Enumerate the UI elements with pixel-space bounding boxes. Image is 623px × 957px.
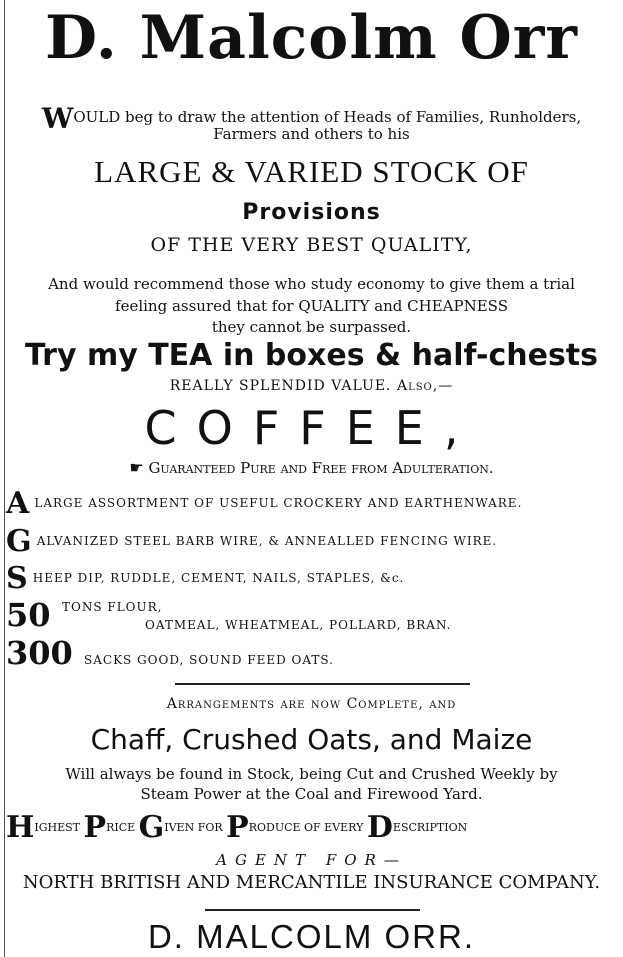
divider (175, 683, 470, 685)
price-initial-h: H (6, 810, 35, 845)
price-initial-p2: P (226, 810, 249, 845)
flour-line-1: TONS FLOUR, (62, 600, 163, 614)
list-item (6, 486, 523, 521)
tea-headline: Try my TEA in boxes & half-chests (24, 338, 599, 373)
coffee-headline: COFFEE, (144, 401, 479, 455)
economy-line-1: And would recommend those who study economy to give them a trial (48, 275, 575, 293)
arrangements-detail-2: Steam Power at the Coal and Firewood Yard. (140, 785, 483, 803)
list-item-initial: G (6, 524, 32, 559)
price-initial-g: G (138, 810, 165, 845)
chaff-headline: Chaff, Crushed Oats, and Maize (90, 723, 533, 756)
coffee-guarantee-text: Guaranteed Pure and Free from Adulteration. (148, 459, 494, 477)
signature: D. MALCOLM ORR. (147, 918, 476, 955)
list-item-text: HEEP DIP, RUDDLE, CEMENT, NAILS, STAPLES, &c. (32, 571, 405, 585)
price-word: RODUCE OF EVERY (248, 821, 364, 834)
economy-line-2: feeling assured that for QUALITY and CHEAPNESS (115, 297, 508, 315)
intro-line-2: Farmers and others to his (213, 125, 410, 143)
pointing-hand-icon: ☛ (129, 458, 144, 477)
price-word: ESCRIPTION (392, 821, 468, 834)
price-word: IVEN FOR (164, 821, 223, 834)
list-item (6, 524, 498, 559)
flour-line-2: OATMEAL, WHEATMEAL, POLLARD, BRAN. (145, 618, 452, 632)
list-item-text: ALVANIZED STEEL BARB WIRE, & ANNEALLED FENCING WIRE. (36, 534, 498, 548)
agent-label: AGENT FOR— (216, 851, 407, 869)
insurance-company: NORTH BRITISH AND MERCANTILE INSURANCE COMPANY. (22, 872, 601, 893)
list-item (6, 561, 405, 596)
price-word: IGHEST (34, 821, 80, 834)
price-initial-d: D (366, 810, 393, 845)
coffee-guarantee (0, 458, 623, 477)
oats-number: 300 (6, 634, 73, 672)
oats-text: SACKS GOOD, SOUND FEED OATS. (84, 653, 334, 667)
arrangements-detail-1: Will always be found in Stock, being Cut and Crushed Weekly by (65, 765, 558, 783)
divider (205, 909, 420, 911)
list-item-text: LARGE ASSORTMENT OF USEFUL CROCKERY AND EARTHENWARE. (34, 496, 523, 510)
price-word: RICE (106, 821, 136, 834)
economy-line-3: they cannot be surpassed. (211, 318, 412, 336)
arrangements-line: Arrangements are now Complete, and (166, 696, 457, 712)
highest-price-line (6, 810, 468, 845)
list-item-initial: S (6, 561, 28, 596)
list-item-initial: A (6, 486, 30, 521)
page-title: D. Malcolm Orr (45, 3, 578, 73)
flour-number: 50 (6, 596, 51, 634)
intro-line-1-text: OULD beg to draw the attention of Heads of Families, Runholders, (73, 108, 582, 126)
provisions-heading: Provisions (242, 200, 381, 225)
stock-headline: LARGE & VARIED STOCK OF (94, 154, 529, 189)
quality-line: OF THE VERY BEST QUALITY, (150, 234, 473, 256)
price-initial-p: P (83, 810, 107, 845)
intro-initial: W (41, 102, 74, 135)
tea-value-line: REALLY SPLENDID VALUE. Also,— (169, 378, 454, 394)
